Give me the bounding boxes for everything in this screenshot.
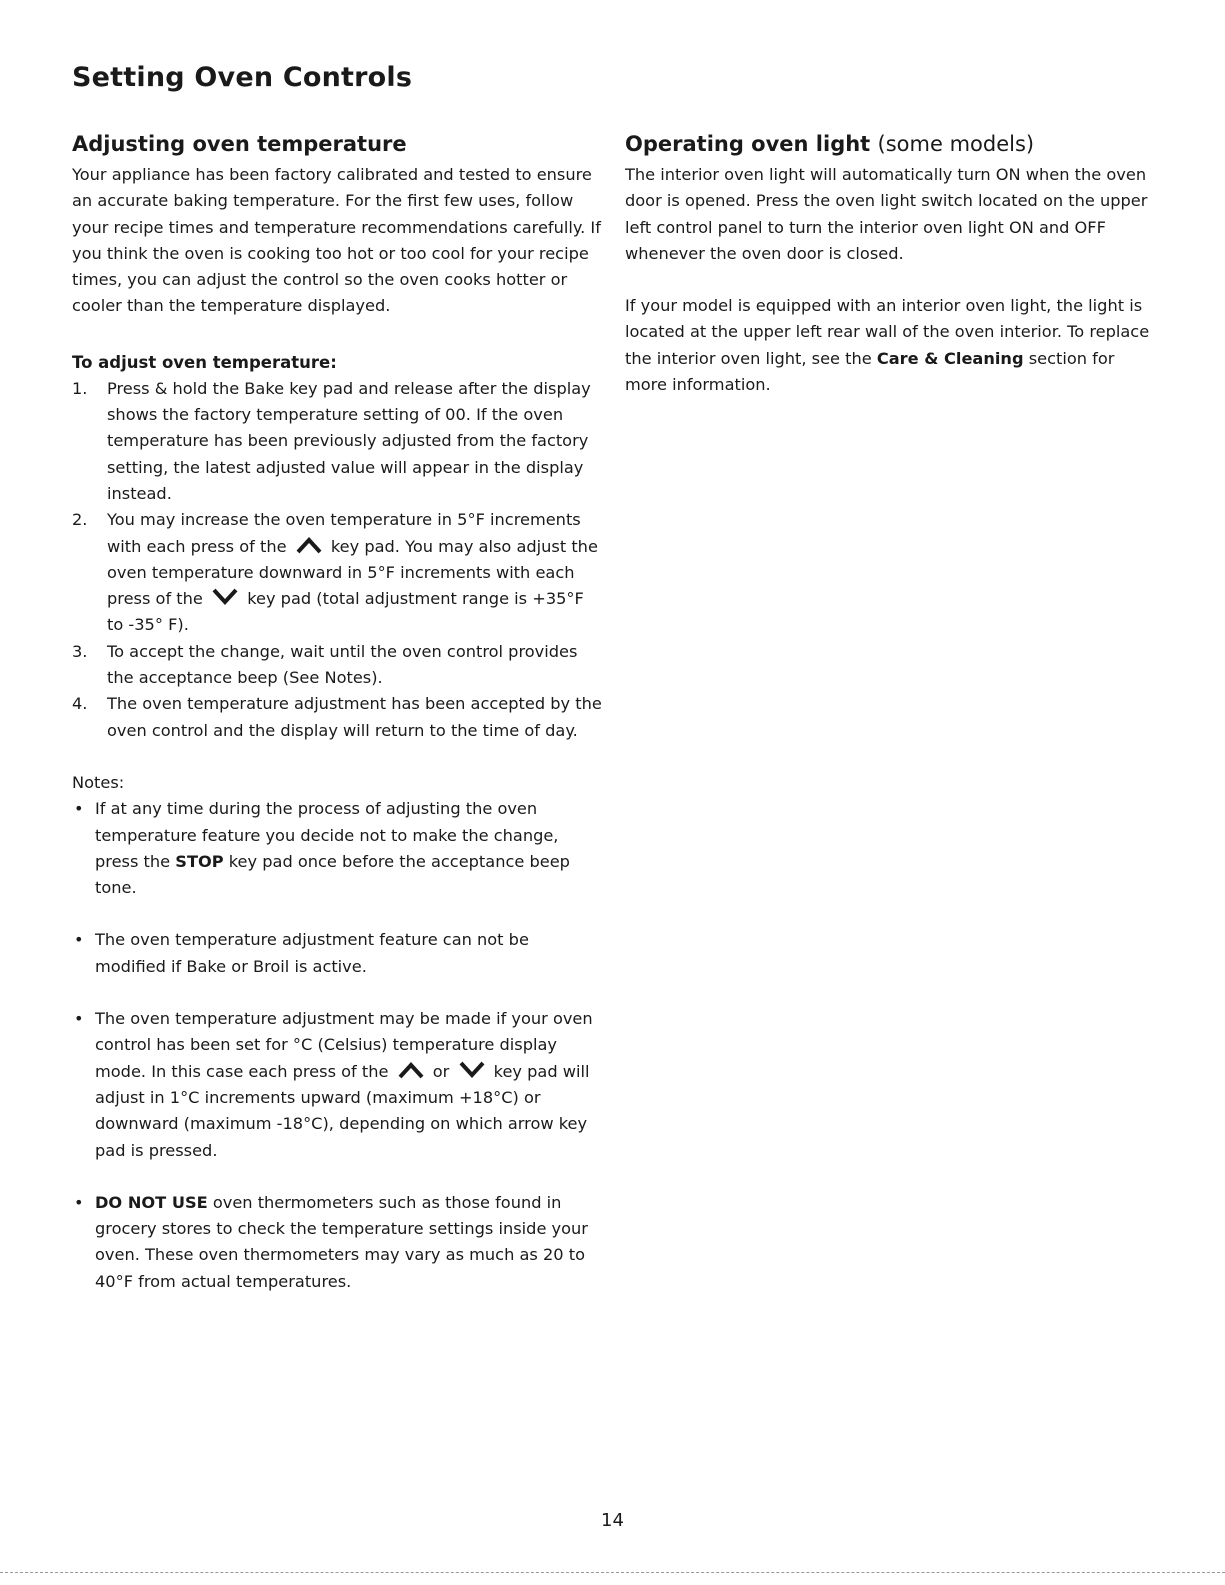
note-bold-text: DO NOT USE [95, 1192, 208, 1212]
right-column [625, 130, 1155, 398]
step-number: 1. [72, 378, 88, 398]
step-text: key pad. You may also adjust the oven temperature downward in 5°F increments with each press of the [107, 536, 598, 609]
heading-light-part: (some models) [877, 132, 1035, 156]
section-heading-temperature: Adjusting oven temperature [72, 132, 407, 156]
section-heading-oven-light [625, 130, 1155, 158]
note-4 [72, 1190, 602, 1295]
bullet-icon: • [74, 1192, 84, 1212]
up-arrow-key-icon [294, 535, 324, 555]
note-bold-text: STOP [175, 851, 224, 871]
note-1 [72, 796, 602, 901]
step-number: 4. [72, 694, 88, 714]
note-3 [72, 1006, 602, 1164]
bottom-divider [0, 1572, 1225, 1573]
paragraph-text: section for more information. [625, 348, 1115, 395]
note-text: The oven temperature adjustment feature can not be modified if Bake or Broil is active. [95, 930, 529, 976]
heading-bold-part: Operating oven light [625, 132, 871, 156]
note-text: key pad once before the acceptance beep tone. [95, 851, 570, 898]
oven-light-paragraph-2 [625, 293, 1155, 398]
bullet-icon: • [74, 930, 84, 950]
step-text: key pad (total adjustment range is +35°F to -35° F). [107, 589, 584, 635]
page-number: 14 [601, 1510, 624, 1531]
note-2 [72, 927, 602, 980]
intro-paragraph: Your appliance has been factory calibrated and tested to ensure an accurate baking temperature. For the first few uses, follow your recipe times and temperature recommendations carefully. If you think the oven is cooking too hot or too cool for your recipe times, you can adjust the control so the oven cooks hotter or cooler than the temperature displayed. [72, 165, 601, 316]
step-text: Press & hold the Bake key pad and release after the display shows the factory temperature setting of 00. If the oven temperature has been previously adjusted from the factory setting, the latest adjusted value will appear in the display instead. [107, 378, 591, 503]
step-text: To accept the change, wait until the oven control provides the acceptance beep (See Notes). [107, 641, 578, 688]
left-column [72, 130, 602, 1295]
note-text: or [432, 1061, 450, 1081]
note-text: The oven temperature adjustment may be made if your oven control has been set for °C (Celsius) temperature display mode. In this case each press of the [95, 1009, 593, 1081]
step-3 [72, 639, 602, 692]
step-2 [72, 507, 602, 638]
step-text: You may increase the oven temperature in 5°F increments with each press of the [107, 510, 581, 556]
up-arrow-key-icon [396, 1060, 426, 1080]
down-arrow-key-icon [210, 587, 240, 607]
note-text: If at any time during the process of adjusting the oven temperature feature you decide not to make the change, press the [95, 799, 559, 871]
step-4 [72, 691, 602, 744]
note-text: oven thermometers such as those found in grocery stores to check the temperature settings inside your oven. These oven thermometers may vary as much as 20 to 40°F from actual temperatures. [95, 1192, 588, 1291]
paragraph-text: If your model is equipped with an interior oven light, the light is located at the upper left rear wall of the oven interior. To replace the interior oven light, see the [625, 296, 1150, 368]
steps-list [72, 376, 602, 744]
steps-heading: To adjust oven temperature: [72, 352, 337, 372]
step-text: The oven temperature adjustment has been accepted by the oven control and the display will return to the time of day. [107, 694, 602, 740]
oven-light-paragraph-1: The interior oven light will automatically turn ON when the oven door is opened. Press the oven light switch located on the upper left control panel to turn the interior oven light ON and OFF whenever the oven door is closed. [625, 165, 1148, 263]
notes-label: Notes: [72, 772, 125, 792]
bullet-icon: • [74, 1009, 84, 1029]
note-text: key pad will adjust in 1°C increments upward (maximum +18°C) or downward (maximum -18°C), depending on which arrow key pad is pressed. [95, 1061, 590, 1160]
page-title: Setting Oven Controls [72, 62, 413, 93]
care-cleaning-reference: Care & Cleaning [876, 348, 1024, 368]
step-1 [72, 376, 602, 507]
step-number: 3. [72, 641, 88, 661]
down-arrow-key-icon [457, 1060, 487, 1080]
bullet-icon: • [74, 799, 84, 819]
step-number: 2. [72, 510, 88, 530]
